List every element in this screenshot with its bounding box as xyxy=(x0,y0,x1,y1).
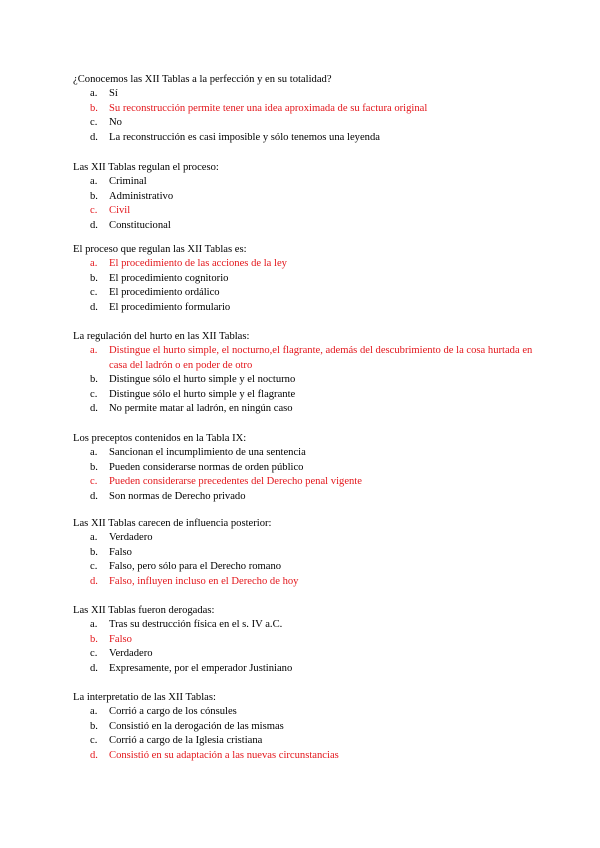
option-letter: b. xyxy=(90,461,98,473)
question-text: Las XII Tablas regulan el proceso: xyxy=(73,162,219,173)
option-text: Sancionan el incumplimiento de una sentencia xyxy=(109,447,306,458)
option-letter: d. xyxy=(90,219,98,231)
option-letter: a. xyxy=(90,532,98,543)
option-text: La reconstrucción es casi imposible y sólo tenemos una leyenda xyxy=(109,131,380,143)
option-letter: c. xyxy=(90,205,98,216)
option-b-correct xyxy=(73,633,543,648)
question-5 xyxy=(73,431,543,504)
option-d-correct xyxy=(73,575,543,590)
option-a-correct xyxy=(73,344,543,373)
option-text: El procedimiento ordálico xyxy=(109,287,220,298)
option-letter: b. xyxy=(90,720,98,732)
option-text: Verdadero xyxy=(109,532,153,543)
option-a xyxy=(73,618,543,633)
question-text: ¿Conocemos las XII Tablas a la perfección y en su totalidad? xyxy=(73,74,332,85)
option-a xyxy=(73,87,543,102)
option-text: Tras su destrucción física en el s. IV a.C. xyxy=(109,619,283,630)
option-letter: c. xyxy=(90,476,98,487)
option-letter: a. xyxy=(90,447,98,458)
question-text: Las XII Tablas fueron derogadas: xyxy=(73,605,215,616)
option-text: Constitucional xyxy=(109,219,171,231)
option-text: Corrió a cargo de los cónsules xyxy=(109,706,237,717)
option-a xyxy=(73,446,543,461)
question-text: La interpretatio de las XII Tablas: xyxy=(73,692,216,703)
option-letter: a. xyxy=(90,619,98,630)
option-c xyxy=(73,734,543,749)
option-list xyxy=(73,531,543,589)
option-list xyxy=(73,257,543,315)
option-list xyxy=(73,446,543,504)
option-letter: a. xyxy=(90,706,98,717)
option-text: Sí xyxy=(109,88,118,99)
option-text: Verdadero xyxy=(109,648,153,659)
option-letter: b. xyxy=(90,633,98,645)
option-text: El procedimiento de las acciones de la ley xyxy=(109,258,287,269)
option-c xyxy=(73,560,543,575)
option-a-correct xyxy=(73,257,543,272)
option-text: Distingue el hurto simple, el nocturno,el flagrante, además del descubrimiento de la cosa hurtada en casa del ladrón o en poder de otro xyxy=(109,345,533,371)
option-b xyxy=(73,190,543,205)
option-d xyxy=(73,301,543,316)
option-text: Consistió en la derogación de las mismas xyxy=(109,720,284,732)
option-letter: d. xyxy=(90,301,98,313)
option-text: Distingue sólo el hurto simple y el flagrante xyxy=(109,388,296,400)
option-list xyxy=(73,618,543,676)
option-text: Pueden considerarse precedentes del Derecho penal vigente xyxy=(109,476,362,487)
option-letter: a. xyxy=(90,176,98,187)
option-letter: d. xyxy=(90,131,98,143)
option-letter: d. xyxy=(90,490,98,502)
question-3 xyxy=(73,242,543,315)
option-a xyxy=(73,175,543,190)
option-text: Pueden considerarse normas de orden público xyxy=(109,461,304,473)
option-d xyxy=(73,219,543,234)
option-text: Civil xyxy=(109,205,131,216)
question-6 xyxy=(73,516,543,589)
option-b xyxy=(73,461,543,476)
option-letter: d. xyxy=(90,662,98,674)
option-list xyxy=(73,705,543,763)
option-letter: c. xyxy=(90,117,98,128)
option-c-correct xyxy=(73,204,543,219)
option-letter: b. xyxy=(90,190,98,202)
option-letter: a. xyxy=(90,88,98,99)
option-letter: b. xyxy=(90,102,98,114)
option-letter: d. xyxy=(90,575,98,587)
option-b xyxy=(73,546,543,561)
question-1 xyxy=(73,72,543,145)
option-letter: a. xyxy=(90,345,98,356)
option-letter: a. xyxy=(90,258,98,269)
option-c-correct xyxy=(73,475,543,490)
question-8 xyxy=(73,690,543,763)
option-c xyxy=(73,388,543,403)
option-letter: b. xyxy=(90,374,98,385)
option-letter: d. xyxy=(90,403,98,414)
option-b xyxy=(73,373,543,388)
option-letter: b. xyxy=(90,272,98,284)
option-letter: c. xyxy=(90,561,98,572)
option-d xyxy=(73,662,543,677)
option-d xyxy=(73,131,543,146)
option-d xyxy=(73,490,543,505)
option-text: El procedimiento formulario xyxy=(109,301,231,313)
option-text: Su reconstrucción permite tener una idea aproximada de su factura original xyxy=(109,102,428,114)
option-d-correct xyxy=(73,749,543,764)
option-text: El procedimiento cognitorio xyxy=(109,272,229,284)
option-b xyxy=(73,272,543,287)
question-text: El proceso que regulan las XII Tablas es: xyxy=(73,244,247,255)
option-letter: d. xyxy=(90,749,98,761)
option-text: No xyxy=(109,117,122,128)
option-text: No permite matar al ladrón, en ningún caso xyxy=(109,403,293,414)
question-4 xyxy=(73,329,543,417)
option-letter: c. xyxy=(90,388,98,400)
option-c xyxy=(73,286,543,301)
option-d xyxy=(73,402,543,417)
option-text: Falso, pero sólo para el Derecho romano xyxy=(109,561,282,572)
option-a xyxy=(73,531,543,546)
option-letter: c. xyxy=(90,735,98,746)
option-list xyxy=(73,87,543,145)
option-text: Administrativo xyxy=(109,190,174,202)
option-text: Son normas de Derecho privado xyxy=(109,490,246,502)
option-list xyxy=(73,175,543,233)
option-text: Criminal xyxy=(109,176,147,187)
option-letter: b. xyxy=(90,546,98,558)
option-text: Consistió en su adaptación a las nuevas circunstancias xyxy=(109,749,339,761)
question-text: Los preceptos contenidos en la Tabla IX: xyxy=(73,433,247,444)
option-letter: c. xyxy=(90,287,98,298)
option-b-correct xyxy=(73,102,543,117)
option-text: Corrió a cargo de la Iglesia cristiana xyxy=(109,735,263,746)
option-a xyxy=(73,705,543,720)
question-2 xyxy=(73,160,543,233)
option-text: Falso xyxy=(109,633,132,645)
option-letter: c. xyxy=(90,648,98,659)
option-text: Falso, influyen incluso en el Derecho de hoy xyxy=(109,575,299,587)
question-text: La regulación del hurto en las XII Tablas: xyxy=(73,331,250,342)
option-text: Falso xyxy=(109,546,132,558)
option-text: Distingue sólo el hurto simple y el nocturno xyxy=(109,374,296,385)
question-7 xyxy=(73,603,543,676)
option-b xyxy=(73,720,543,735)
option-list xyxy=(73,344,543,417)
option-c xyxy=(73,116,543,131)
option-c xyxy=(73,647,543,662)
question-text: Las XII Tablas carecen de influencia posterior: xyxy=(73,518,272,529)
option-text: Expresamente, por el emperador Justiniano xyxy=(109,662,293,674)
